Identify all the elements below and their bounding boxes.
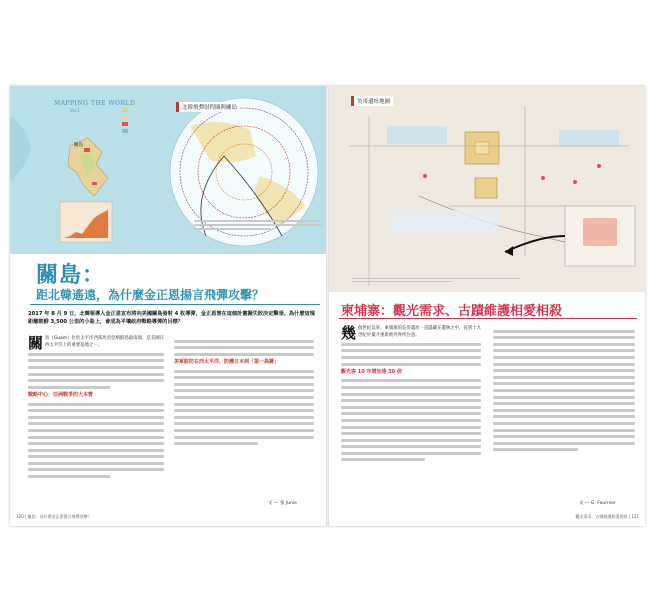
body-text-lines <box>174 370 314 446</box>
left-column-1 <box>28 336 164 482</box>
body-text-lines <box>341 343 481 366</box>
section-heading: 戰略中心：亞洲戰爭的大本營 <box>28 392 94 399</box>
article-subtitle: 距北韓遙遠，為什麼金正恩揚言飛彈攻擊？ <box>36 288 265 302</box>
page-folio: 觀光需求、古蹟維護相愛相殺 | 121 <box>575 514 639 519</box>
page-folio: 120 | 關島：為什麼金正恩揚言飛彈攻擊？ <box>16 514 92 519</box>
guam-map-artwork <box>10 86 326 254</box>
column-first-text: 島（Guam）位於太平洋西部馬里亞納群島最南端，是美國在西太平洋上的重要基地之一。 <box>45 336 164 348</box>
legend-row <box>122 127 166 134</box>
drop-cap: 關 <box>28 334 44 352</box>
body-text-lines <box>28 403 164 479</box>
section-heading: 美軍駐防在西太平洋，防護日本到「第一島鏈」 <box>174 359 280 366</box>
legend-row <box>122 106 166 113</box>
column-first-text: 個世紀以來，柬埔寨的吳哥遺址一直隱藏在叢林之中，直到十九世紀中葉才重新被外界所注意。 <box>358 326 481 338</box>
legend-row <box>122 113 166 120</box>
mapping-the-world-label: MAPPING THE WORLD <box>54 100 136 107</box>
title-rule <box>339 318 637 319</box>
legend-row <box>122 120 166 127</box>
right-column-2 <box>493 326 635 455</box>
body-text-lines <box>493 330 635 452</box>
article-title: 關島： <box>36 262 106 288</box>
angkor-map-artwork <box>329 86 645 292</box>
body-text-lines <box>174 340 314 356</box>
legend-swatch <box>122 129 128 133</box>
title-rule <box>30 304 320 305</box>
left-column-2 <box>174 336 314 449</box>
body-text-lines <box>341 379 481 461</box>
drop-cap: 幾 <box>341 324 357 342</box>
right-page <box>329 86 645 526</box>
lead-paragraph: 2017 年 8 月 9 日，北韓領導人金正恩宣布將向美國關島發射 4 枚導彈，金正恩曾在這個計畫擬失敗決定擊垂。為什麼這塊距離朝鮮 3,500 公里的小島上，會成為平壤政府戰略導彈的目標？ <box>28 311 315 325</box>
left-page <box>10 86 326 526</box>
right-column-1 <box>341 326 481 465</box>
legend-swatch <box>122 108 128 112</box>
legend-swatch <box>122 115 128 119</box>
map-credits <box>351 276 521 284</box>
mapping-volume-label: Vol.1 <box>70 108 80 113</box>
author-credit: 文 — G. Fournier <box>579 501 616 506</box>
body-text-lines <box>28 353 164 389</box>
guam-map-legend <box>122 106 166 166</box>
globe-map-title: 北韓飛彈射程圈與關島 <box>176 102 240 112</box>
guam-label: 關島 <box>74 143 83 148</box>
angkor-map-title: 吳哥遺址地圖 <box>351 96 393 106</box>
section-heading: 觀光客 10 年增加達 30 倍 <box>341 369 402 376</box>
legend-swatch <box>122 122 128 126</box>
author-credit: 文 — 張 Junie <box>268 501 297 506</box>
magazine-spread <box>10 86 645 526</box>
angkor-map-graphic <box>329 86 645 292</box>
article-title: 柬埔寨：觀光需求、古蹟維護相愛相殺 <box>341 304 563 319</box>
globe-notes <box>194 218 322 232</box>
